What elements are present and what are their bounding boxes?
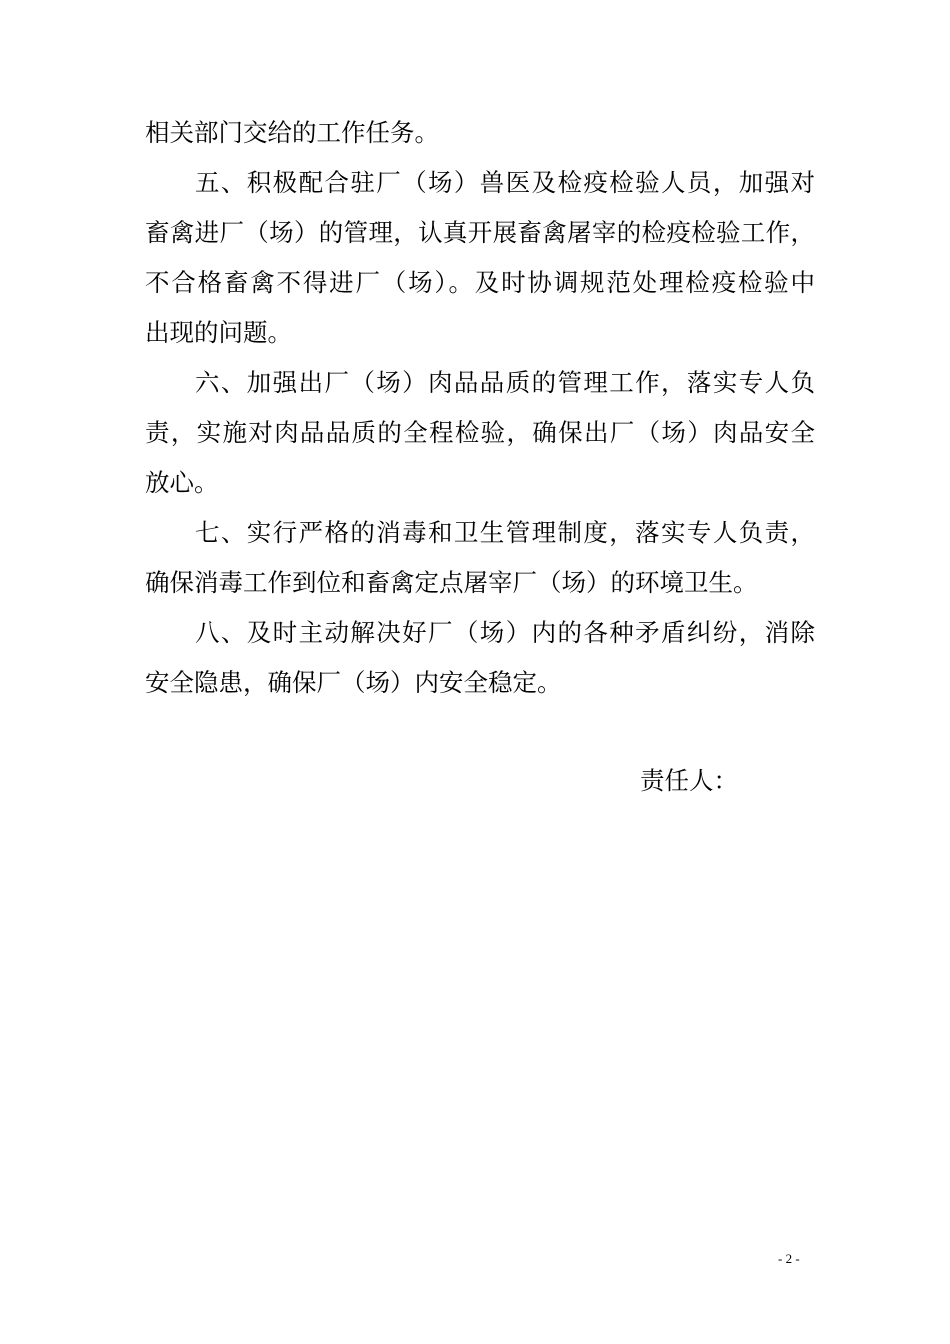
paragraph-8-line-2: 安全隐患，确保厂（场）内安全稳定。: [145, 668, 562, 697]
paragraph-5-line-2: 畜禽进厂（场）的管理，认真开展畜禽屠宰的检疫检验工作，: [145, 218, 815, 247]
paragraph-6-line-1: 六、加强出厂（场）肉品品质的管理工作，落实专人负: [195, 368, 815, 397]
responsible-person-label: 责任人：: [640, 766, 738, 795]
paragraph-4-line-2: 相关部门交给的工作任务。: [145, 118, 439, 147]
paragraph-5-line-1: 五、积极配合驻厂（场）兽医及检疫检验人员，加强对: [195, 168, 815, 197]
paragraph-5-line-3: 不合格畜禽不得进厂（场）。及时协调规范处理检疫检验中: [145, 268, 815, 297]
paragraph-6-line-2: 责，实施对肉品品质的全程检验，确保出厂（场）肉品安全: [145, 418, 815, 447]
paragraph-6-line-3: 放心。: [145, 468, 219, 497]
page-number: - 2 -: [778, 1251, 800, 1266]
paragraph-7-line-2: 确保消毒工作到位和畜禽定点屠宰厂（场）的环境卫生。: [145, 568, 758, 597]
paragraph-5-line-4: 出现的问题。: [145, 318, 292, 347]
paragraph-8-line-1: 八、及时主动解决好厂（场）内的各种矛盾纠纷，消除: [195, 618, 815, 647]
paragraph-7-line-1: 七、实行严格的消毒和卫生管理制度，落实专人负责，: [195, 518, 815, 547]
